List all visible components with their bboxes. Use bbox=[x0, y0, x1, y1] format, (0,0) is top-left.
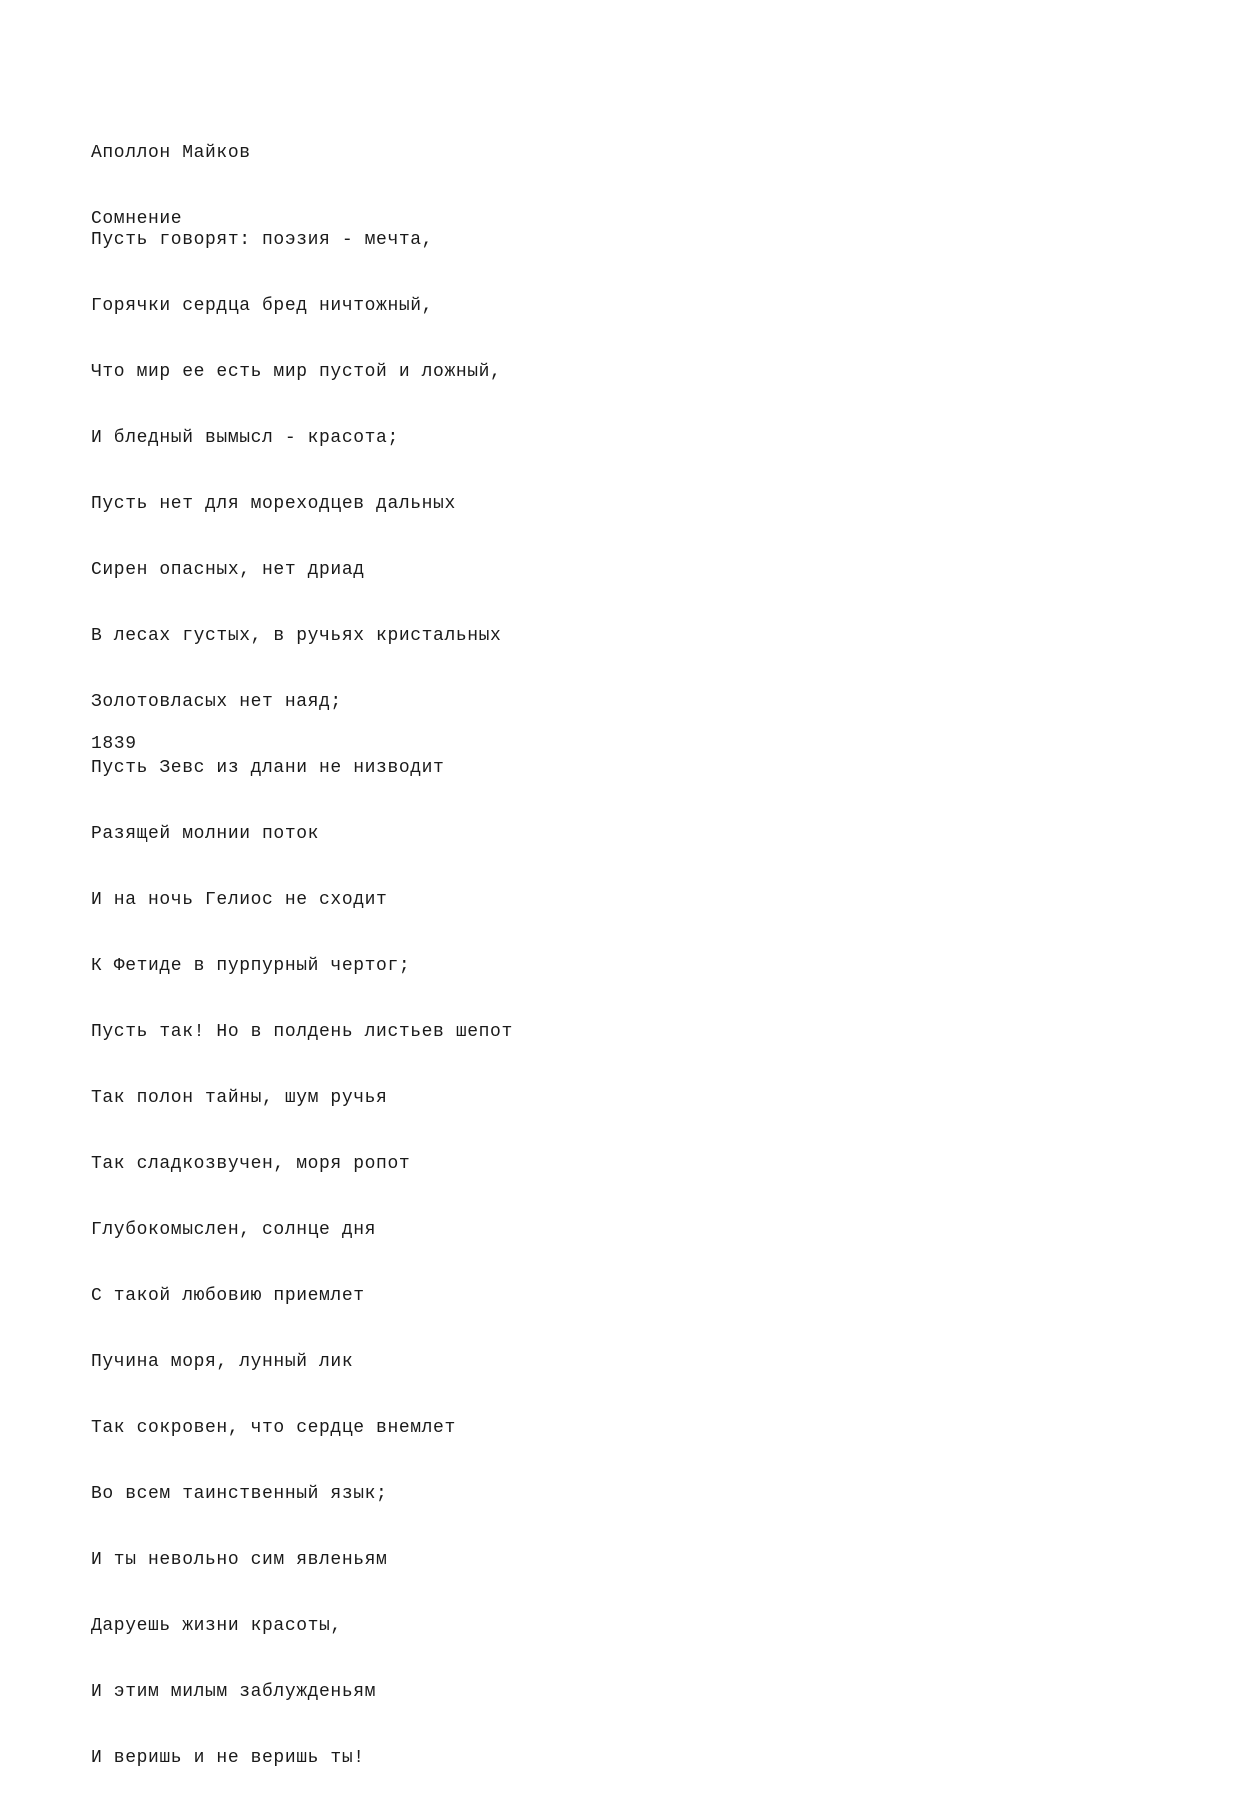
poem-line: Во всем таинственный язык; bbox=[91, 1484, 388, 1504]
poem-line: К Фетиде в пурпурный чертог; bbox=[91, 956, 411, 976]
poem-line: Пусть нет для мореходцев дальных bbox=[91, 494, 456, 514]
poem-line: Пусть говорят: поэзия - мечта, bbox=[91, 230, 434, 250]
poem-line: Что мир ее есть мир пустой и ложный, bbox=[91, 362, 502, 382]
author-name: Аполлон Майков bbox=[91, 143, 251, 163]
poem-line: Даруешь жизни красоты, bbox=[91, 1616, 342, 1636]
poem-year: 1839 bbox=[91, 734, 137, 754]
poem-line: Разящей молнии поток bbox=[91, 824, 320, 844]
poem-line: Горячки сердца бред ничтожный, bbox=[91, 296, 434, 316]
poem-line: Пучина моря, лунный лик bbox=[91, 1352, 354, 1372]
poem-line: И этим милым заблужденьям bbox=[91, 1682, 377, 1702]
poem-line: Золотовласых нет наяд; bbox=[91, 692, 342, 712]
poem-title: Сомнение bbox=[91, 209, 183, 229]
poem-line: Так полон тайны, шум ручья bbox=[91, 1088, 388, 1108]
poem-body bbox=[91, 185, 513, 1813]
poem-line: И ты невольно сим явленьям bbox=[91, 1550, 388, 1570]
poem-line: Глубокомыслен, солнце дня bbox=[91, 1220, 377, 1240]
poem-line: Сирен опасных, нет дриад bbox=[91, 560, 365, 580]
poem-line: В лесах густых, в ручьях кристальных bbox=[91, 626, 502, 646]
poem-line: И веришь и не веришь ты! bbox=[91, 1748, 365, 1768]
poem-line: С такой любовию приемлет bbox=[91, 1286, 365, 1306]
poem-line: И на ночь Гелиос не сходит bbox=[91, 890, 388, 910]
poem-line: Так сокровен, что сердце внемлет bbox=[91, 1418, 456, 1438]
poem-line: Пусть так! Но в полдень листьев шепот bbox=[91, 1022, 513, 1042]
poem-line: Так сладкозвучен, моря ропот bbox=[91, 1154, 411, 1174]
poem-line: И бледный вымысл - красота; bbox=[91, 428, 399, 448]
poem-line: Пусть Зевс из длани не низводит bbox=[91, 758, 445, 778]
